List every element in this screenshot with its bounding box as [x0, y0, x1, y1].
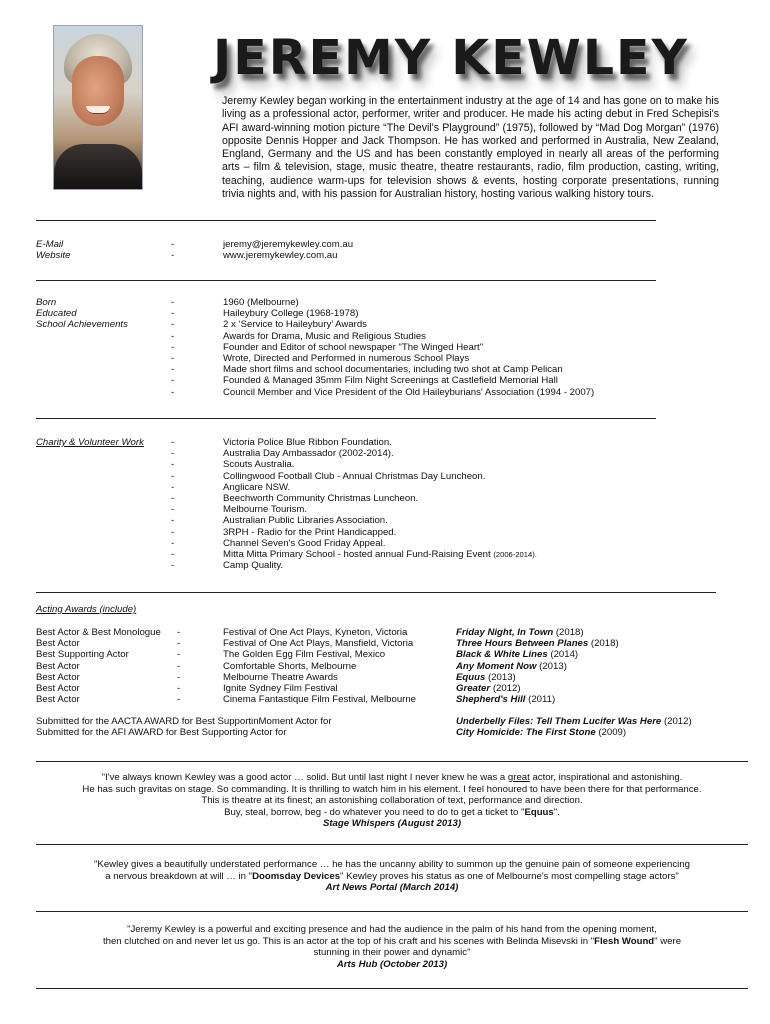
list-item: Victoria Police Blue Ribbon Foundation.: [223, 437, 392, 448]
charity-label: Charity & Volunteer Work: [36, 437, 144, 448]
list-item: Melbourne Tourism.: [223, 504, 308, 516]
award-category: Best Actor: [36, 660, 80, 672]
list-item: Founder and Editor of school newspaper "The Winged Heart": [223, 341, 484, 353]
award-production: Shepherd's Hill (2011): [456, 694, 556, 706]
award-category: Best Actor: [36, 682, 80, 694]
award-production: Black & White Lines (2014): [456, 649, 579, 661]
dash-column: - - - - - - - - -: [171, 297, 175, 398]
award-festival: Ignite Sydney Film Festival: [223, 682, 338, 694]
list-item: Haileybury College (1968-1978): [223, 308, 359, 320]
award-category: Best Actor & Best Monologue: [36, 627, 161, 638]
acting-awards-heading: Acting Awards (include): [36, 604, 137, 615]
list-item: Council Member and Vice President of the Old Haileyburians' Association (1994 - 2007): [223, 386, 595, 398]
email-label: E-Mail: [36, 239, 64, 250]
award-production: Three Hours Between Planes (2018): [456, 638, 619, 650]
award-production: Friday Night, In Town (2018): [456, 627, 584, 638]
list-item: Camp Quality.: [223, 560, 284, 572]
award-production: Equus (2013): [456, 671, 516, 683]
list-item: Anglicare NSW.: [223, 481, 291, 493]
list-item: Australia Day Ambassador (2002-2014).: [223, 448, 394, 460]
biography: Jeremy Kewley began working in the entertainment industry at the age of 14 and has gone on to make his living as a professional actor, performer, writer and producer. He made his acting debut in Fred Schepisi's AFI award-winning motion picture “The Devil's Playground” (1975), followed by “Mad Dog Morgan” (1976) opposite Dennis Hopper and Jack Thompson. He has worked and performed in Australia, New Zealand, England, Germany and the US and has been constantly employed in nearly all areas of the performing arts – film & television, stage, music theatre, theatre restaurants, radio, film production, casting, writing, teaching, audience warm-ups for television shows & events, hosting corporate presentations, running trivia nights and, with his passion for Australian history, hosting various walking history tours.: [222, 95, 719, 201]
review-quote: "Jeremy Kewley is a powerful and exciting presence and had the audience in the palm of his hand from the opening moment, then clutched on and never let us go. This is an actor at the top of his craft and his scenes with Belinda Misevski in "Flesh Wound" were stunning in their power and dynamic" Arts Hub (October 2013): [36, 924, 748, 970]
award-festival: Festival of One Act Plays, Mansfield, Victoria: [223, 638, 414, 650]
dash-column: - - - - - - - - - - - -: [171, 437, 175, 572]
website-link[interactable]: www.jeremykewley.com.au: [223, 250, 338, 261]
award-category: Best Actor: [36, 638, 80, 650]
list-item: Founded & Managed 35mm Film Night Screenings at Castlefield Memorial Hall: [223, 375, 558, 387]
award-category: Best Supporting Actor: [36, 649, 129, 661]
review-quote: "Kewley gives a beautifully understated performance … he has the uncanny ability to summon up the genuine pain of someone experiencing a nervous breakdown at will … in "Doomsday Devices" Kewley proves his status as one of Melbourne's most compelling stage actors" Art News Portal (March 2014): [36, 859, 748, 894]
born-label: Born: [36, 297, 57, 308]
review-quote: "I've always known Kewley was a good actor … solid. But until last night I never knew he was a great actor, inspirational and astonishing. He has such gravitas on stage. So commanding. It is thrilling to watch him in his element. I feel honoured to have been there for that performance. This is theatre at its finest; an astonishing collaboration of text, performance and direction. Buy, steal, borrow, beg - do whatever you need to do to get a ticket to "Equus". Stage Whispers (August 2013): [36, 772, 748, 830]
quote-source: Stage Whispers (August 2013): [322, 818, 462, 830]
list-item: Wrote, Directed and Performed in numerous School Plays: [223, 352, 470, 364]
award-production: Greater (2012): [456, 682, 521, 694]
list-item: Australian Public Libraries Association.: [223, 515, 388, 527]
list-item: Collingwood Football Club - Annual Christmas Day Luncheon.: [223, 470, 486, 482]
website-label: Website: [36, 250, 71, 261]
list-item: Beechworth Community Christmas Luncheon.: [223, 492, 419, 504]
award-festival-list: [223, 627, 416, 705]
list-item: Channel Seven's Good Friday Appeal.: [223, 537, 386, 549]
profile-photo: [53, 25, 143, 190]
list-item: Mitta Mitta Primary School - hosted annual Fund-Raising Event (2006-2014).: [223, 548, 537, 560]
submitted-text: Submitted for the AFI AWARD for Best Supporting Actor for: [36, 727, 287, 739]
list-item: Made short films and school documentaries, including two shot at Camp Pelican: [223, 364, 563, 376]
list-item: Awards for Drama, Music and Religious Studies: [223, 330, 426, 342]
school-achievements-label: School Achievements: [36, 319, 128, 330]
quote-source: Art News Portal (March 2014): [325, 882, 459, 894]
award-festival: Melbourne Theatre Awards: [223, 671, 338, 683]
mitta-years: (2006-2014).: [493, 549, 537, 559]
email-link[interactable]: jeremy@jeremykewley.com.au: [223, 239, 354, 250]
submitted-list: [36, 716, 332, 738]
divider: [36, 911, 748, 912]
background-list: [223, 297, 594, 398]
award-festival: Comfortable Shorts, Melbourne: [223, 660, 357, 672]
educated-label: Educated: [36, 308, 77, 319]
award-category: Best Actor: [36, 694, 80, 706]
award-festival: The Golden Egg Film Festival, Mexico: [223, 649, 386, 661]
award-title-list: [456, 627, 619, 705]
list-item: 1960 (Melbourne): [223, 297, 299, 308]
list-item: 3RPH - Radio for the Print Handicapped.: [223, 526, 397, 538]
divider: [36, 280, 656, 281]
page-title: JEREMY KEWLEY: [213, 30, 690, 86]
list-item: 2 x ‘Service to Haileybury’ Awards: [223, 319, 367, 331]
submitted-production: Underbelly Files: Tell Them Lucifer Was Here (2012): [456, 716, 692, 727]
submitted-text: Submitted for the AACTA AWARD for Best SupportinMoment Actor for: [36, 716, 332, 727]
submitted-production: City Homicide: The First Stone (2009): [456, 727, 627, 739]
submitted-titles: [456, 716, 692, 738]
award-category: Best Actor: [36, 671, 80, 683]
award-festival: Cinema Fantastique Film Festival, Melbourne: [223, 694, 417, 706]
list-item: Scouts Australia.: [223, 459, 295, 471]
divider: [36, 592, 716, 593]
dash-column: - - - - - - -: [177, 627, 181, 706]
award-category-list: [36, 627, 161, 705]
divider: [36, 418, 656, 419]
quote-source: Arts Hub (October 2013): [336, 958, 448, 970]
award-production: Any Moment Now (2013): [456, 660, 567, 672]
divider: [36, 988, 748, 989]
charity-list: [223, 437, 537, 571]
divider: [36, 761, 748, 762]
divider: [36, 844, 748, 845]
award-festival: Festival of One Act Plays, Kyneton, Victoria: [223, 627, 408, 638]
divider: [36, 220, 656, 221]
